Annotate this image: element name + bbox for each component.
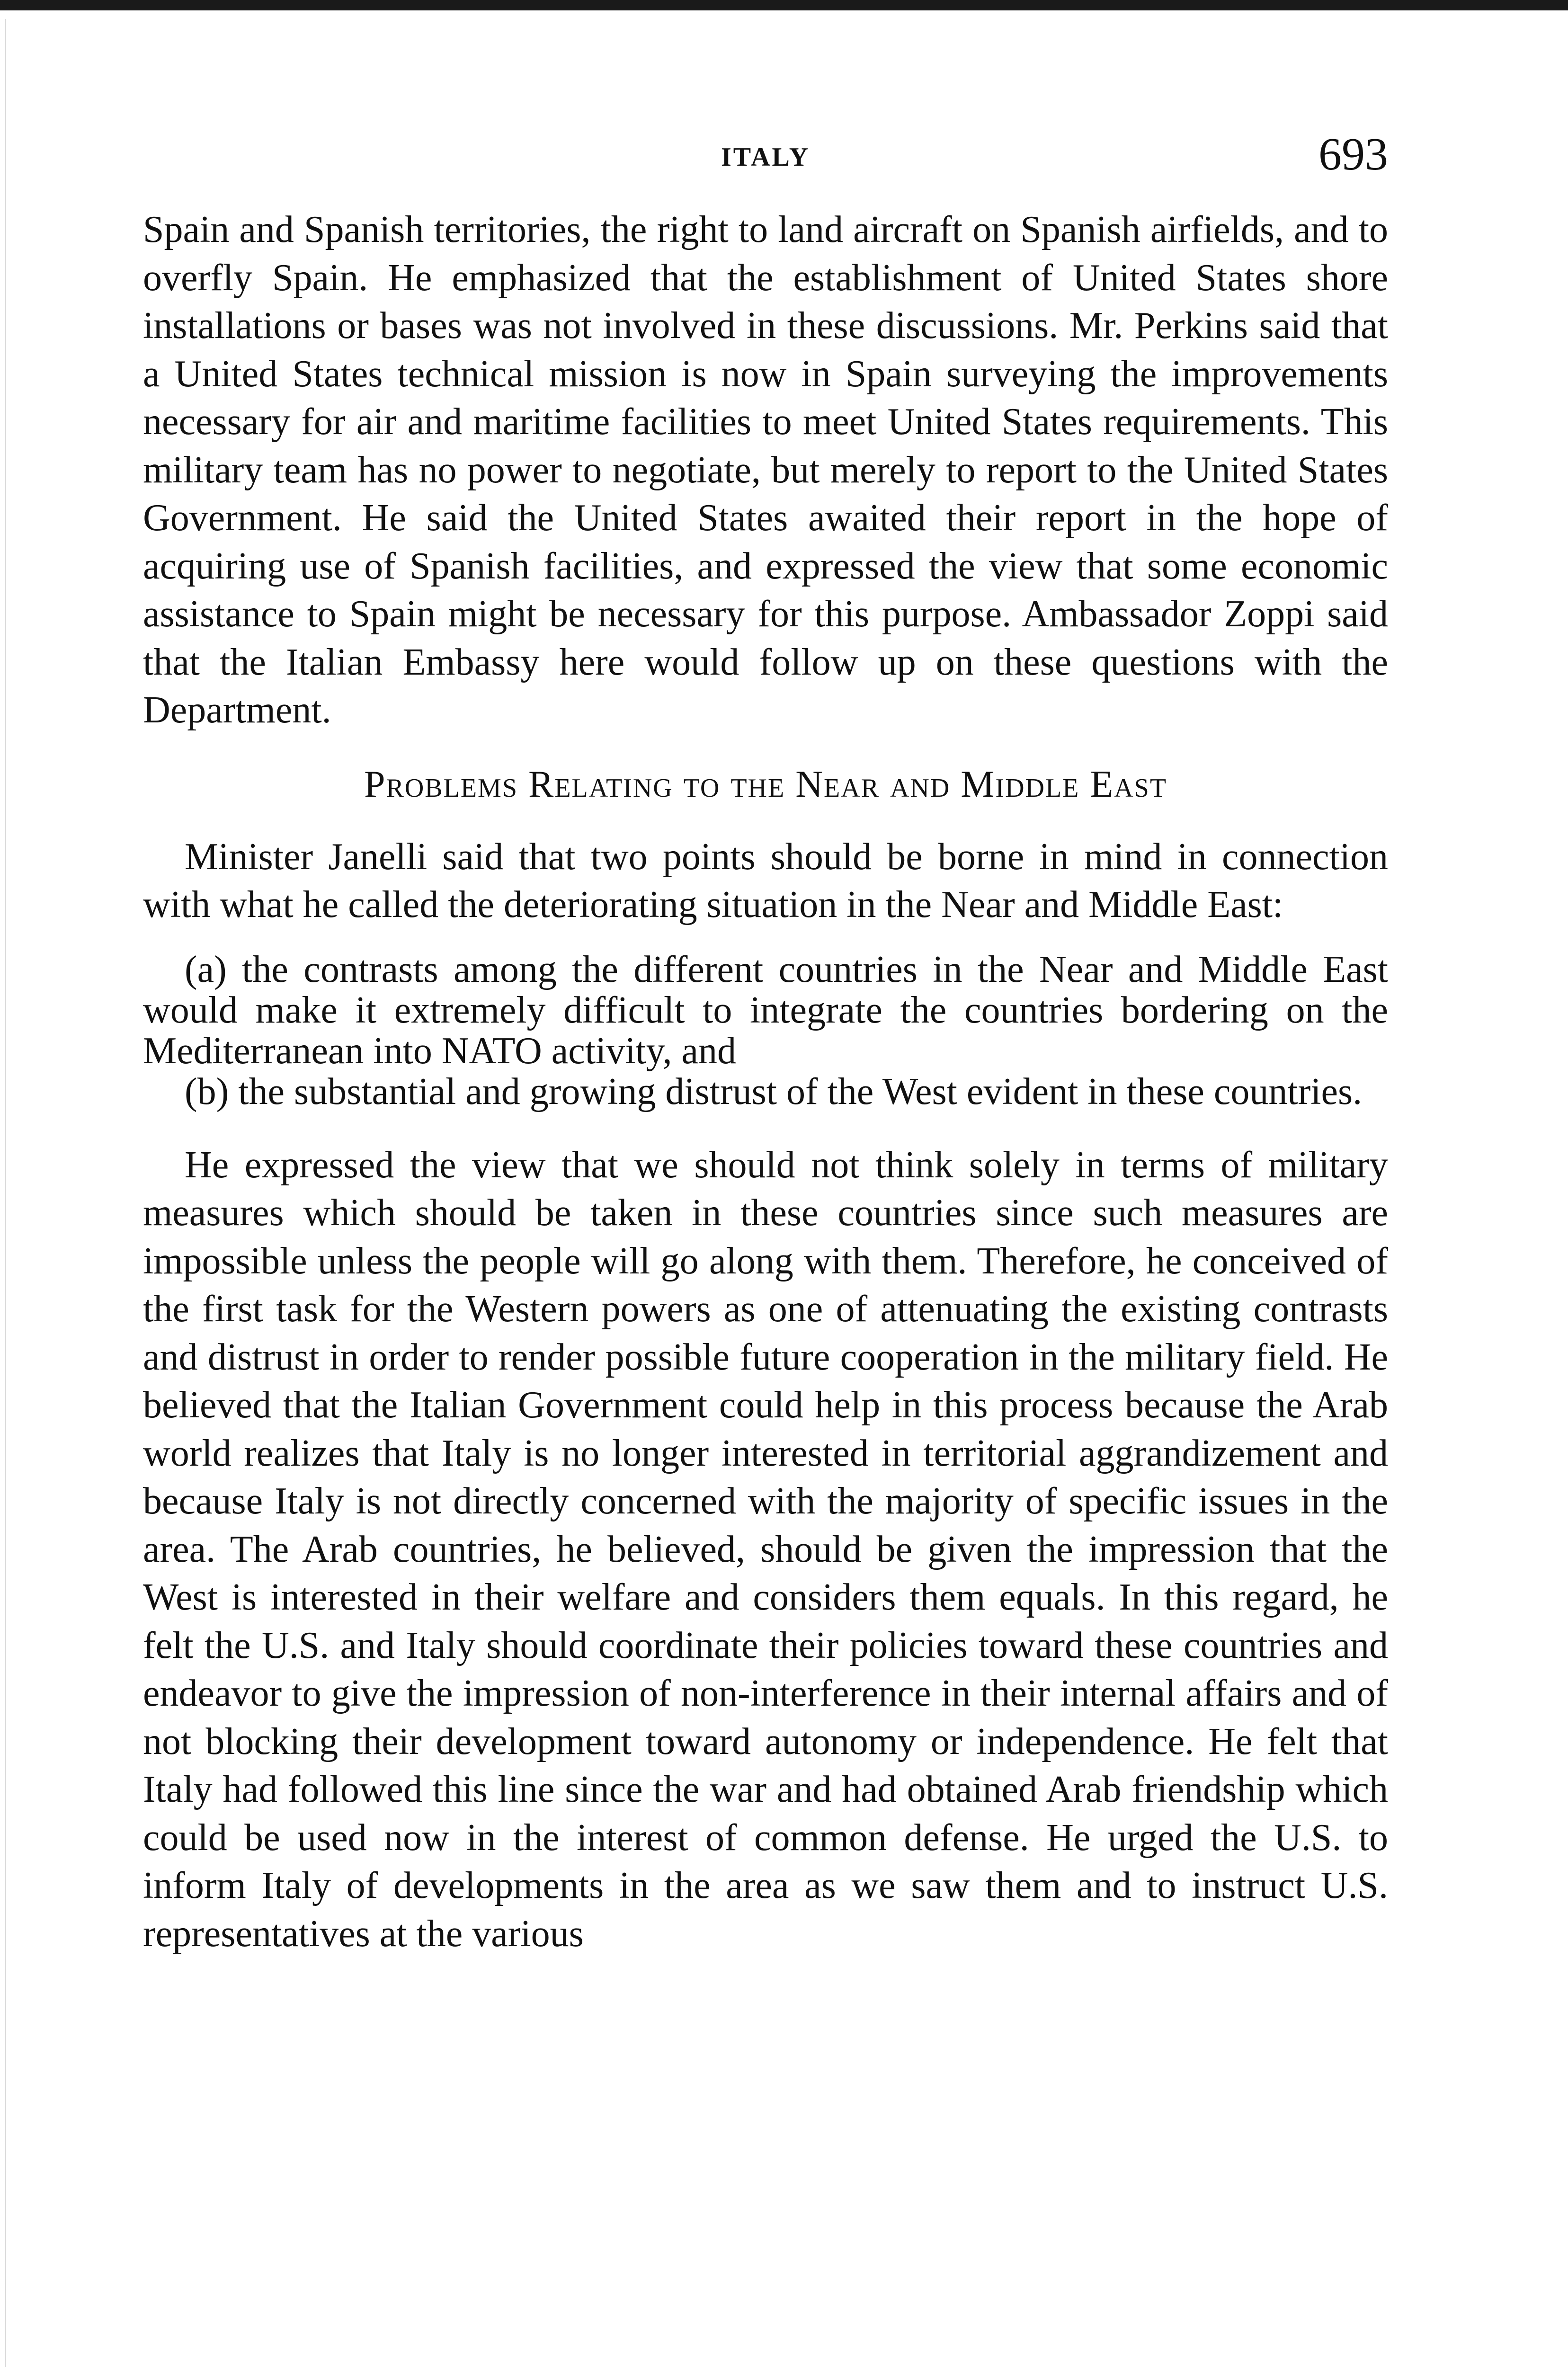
list-item-b: (b) the substantial and growing distrust of the West evident in these countries. <box>185 1070 1363 1112</box>
page-header <box>143 128 1388 185</box>
paragraph-janelli-points: Minister Janelli said that two points should be borne in mind in connection with what he called the deteriorating situation in the Near and Middle East: <box>143 836 1388 925</box>
running-head: ITALY <box>721 142 811 172</box>
paragraph-continued: Spain and Spanish territories, the right to land aircraft on Spanish airfields, and to overfly Spain. He emphasized that the establishment of United States shore installations or bases was not involved in these discussions. Mr. Perkins said that a United States technical mission is now in Spain surveying the improvements necessary for air and maritime facilities to meet United States requirements. This military team has no power to negotiate, but merely to report to the United States Government. He said the United States awaited their report in the hope of acquiring use of Spanish facilities, and expressed the view that some economic assistance to Spain might be necessary for this purpose. Ambassador Zoppi said that the Italian Embassy here would follow up on these questions with the Department. <box>143 209 1388 731</box>
body-text <box>143 206 1388 1958</box>
points-list <box>143 949 1388 1112</box>
paragraph-view: He expressed the view that we should not think solely in terms of military measures which should be taken in these countries since such measures are impossible unless the people will go along with them. Therefore, he conceived of the first task for the Western powers as one of attenuating the existing contrasts and distrust in order to render possible future cooperation in the military field. He believed that the Italian Government could help in this process because the Arab world realizes that Italy is no longer interested in territorial aggrandizement and because Italy is not directly concerned with the majority of specific issues in the area. The Arab countries, he believed, should be given the impression that the West is interested in their welfare and considers them equals. In this regard, he felt the U.S. and Italy should coordinate their policies toward these countries and endeavor to give the impression of non-interference in their internal affairs and of not blocking their development toward autonomy or independence. He felt that Italy had followed this line since the war and had obtained Arab friendship which could be used now in the interest of common defense. He urged the U.S. to inform Italy of developments in the area as we saw them and to instruct U.S. representatives at the various <box>143 1144 1388 1955</box>
page-number: 693 <box>1319 129 1388 180</box>
page-top-border <box>0 0 1568 10</box>
list-item-a: (a) the contrasts among the different countries in the Near and Middle East would make it extremely difficult to integrate the countries bordering on the Mediterranean into NATO activity, and <box>143 948 1388 1072</box>
page-left-edge <box>5 19 6 2367</box>
section-heading: Problems Relating to the Near and Middle East <box>364 763 1167 805</box>
